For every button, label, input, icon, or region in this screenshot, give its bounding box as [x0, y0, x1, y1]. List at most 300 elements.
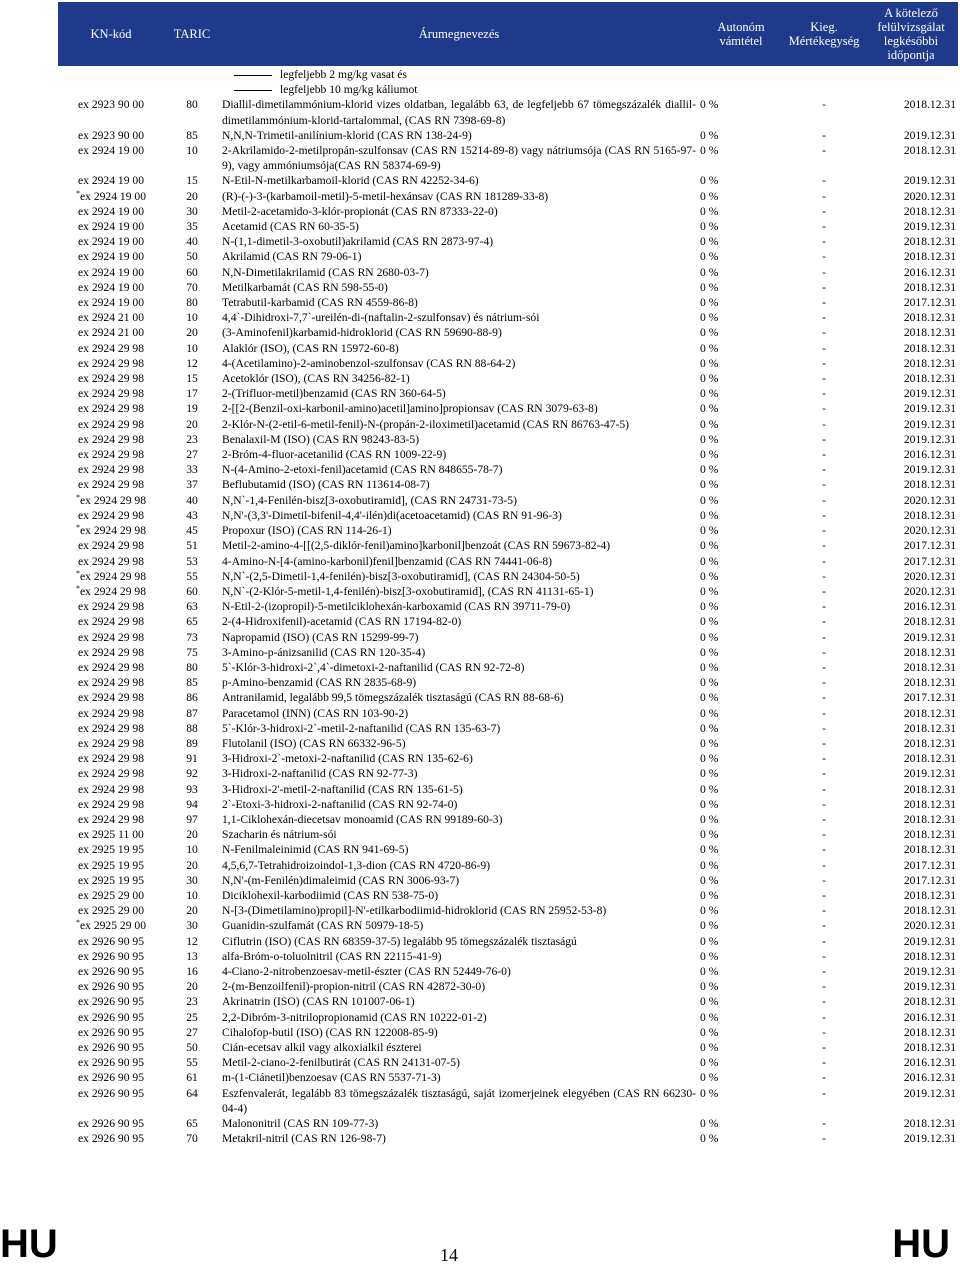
review-date-cell [864, 1086, 958, 1116]
rate-text: 0 % [700, 220, 719, 234]
unit-cell [784, 1040, 864, 1055]
review-date-cell [864, 310, 958, 325]
review-date-text: 2017.12.31 [903, 554, 956, 568]
taric-code-cell [164, 721, 220, 736]
description-text: 2-(m-Benzoilfenil)-propion-nitril (CAS RN 42872-30-0) [222, 980, 486, 994]
taric-code-text: 92 [186, 767, 198, 781]
taric-code-text: 50 [186, 250, 198, 264]
taric-code-cell [164, 903, 220, 918]
rate-cell [698, 386, 784, 401]
review-date-text: 2018.12.31 [903, 645, 956, 659]
kn-code-text: ex 2924 29 98 [77, 508, 144, 522]
rate-text: 0 % [700, 630, 719, 644]
taric-code-cell [164, 1116, 220, 1131]
unit-cell [784, 766, 864, 781]
description-cell [220, 1010, 698, 1025]
review-date-text: 2018.12.31 [903, 995, 956, 1009]
table-row [58, 310, 958, 325]
rate-cell [698, 1025, 784, 1040]
kn-code-cell [58, 538, 164, 553]
review-date-cell [864, 417, 958, 432]
description-cell [220, 508, 698, 523]
description-cell [220, 295, 698, 310]
rate-text: 0 % [700, 1071, 719, 1085]
rate-text: 0 % [700, 189, 719, 203]
taric-code-cell [164, 143, 220, 173]
rate-cell [698, 538, 784, 553]
taric-code-text: 80 [186, 660, 198, 674]
unit-text: - [822, 1056, 826, 1070]
unit-cell [784, 614, 864, 629]
description-cell [220, 827, 698, 842]
description-text: N,N-Dimetilakrilamid (CAS RN 2680-03-7) [222, 265, 429, 279]
description-cell [220, 1086, 698, 1116]
taric-code-cell [164, 599, 220, 614]
review-date-text: 2018.12.31 [903, 782, 956, 796]
description-cell [220, 280, 698, 295]
unit-text: - [822, 691, 826, 705]
kn-code-text: ex 2926 90 95 [77, 1056, 144, 1070]
description-text: Metil-2-amino-4-[[(2,5-diklór-fenil)amino]karbonil]benzoát (CAS RN 59673-82-4) [222, 539, 611, 553]
taric-code-cell [164, 1010, 220, 1025]
table-row [58, 706, 958, 721]
kn-code-text: ex 2924 19 00 [77, 265, 144, 279]
description-cell [220, 523, 698, 538]
taric-code-cell [164, 736, 220, 751]
taric-code-text: 65 [186, 1117, 198, 1131]
description-text: (R)-(-)-3-(karbamoil-metil)-5-metil-hexánsav (CAS RN 181289-33-8) [222, 189, 549, 203]
taric-code-text: 27 [186, 1025, 198, 1039]
description-text: 2-Klór-N-(2-etil-6-metil-fenil)-N-(propán-2-iloximetil)acetamid (CAS RN 86763-47-5) [222, 417, 630, 431]
review-date-cell [864, 614, 958, 629]
taric-code-text: 65 [186, 615, 198, 629]
rate-text: 0 % [700, 524, 719, 538]
rate-text: 0 % [700, 341, 719, 355]
rate-text: 0 % [700, 265, 719, 279]
rate-cell [698, 401, 784, 416]
unit-cell [784, 949, 864, 964]
kn-code-cell [58, 736, 164, 751]
rate-text: 0 % [700, 904, 719, 918]
table-row [58, 508, 958, 523]
taric-code-text: 10 [186, 341, 198, 355]
kn-code-cell [58, 994, 164, 1009]
kn-code-cell [58, 630, 164, 645]
description-text: 5`-Klór-3-hidroxi-2`-metil-2-naftanilid (CAS RN 135-63-7) [222, 721, 501, 735]
unit-cell [784, 523, 864, 538]
header-description: Árumegnevezés [220, 2, 698, 66]
taric-code-text: 94 [186, 797, 198, 811]
review-date-text: 2018.12.31 [903, 235, 956, 249]
header-unit: Kieg. Mértékegység [784, 2, 864, 66]
taric-code-text: 70 [186, 280, 198, 294]
unit-text: - [822, 1025, 826, 1039]
table-row [58, 1070, 958, 1085]
review-date-text: 2018.12.31 [903, 752, 956, 766]
unit-cell [784, 128, 864, 143]
taric-code-text: 40 [186, 235, 198, 249]
review-date-cell [864, 97, 958, 127]
description-cell [220, 1025, 698, 1040]
taric-code-text: 20 [186, 904, 198, 918]
description-cell [220, 538, 698, 553]
revision-star-mark: * [75, 568, 80, 578]
kn-code-cell [58, 858, 164, 873]
rate-cell [698, 1070, 784, 1085]
description-text: Acetoklór (ISO), (CAS RN 34256-82-1) [222, 372, 410, 386]
taric-code-text: 33 [186, 463, 198, 477]
taric-code-text: 85 [186, 676, 198, 690]
taric-code-cell [164, 1131, 220, 1146]
table-row [58, 523, 958, 538]
kn-code-text: ex 2924 29 98 [77, 600, 144, 614]
rate-text: 0 % [700, 584, 719, 598]
rate-text: 0 % [700, 1041, 719, 1054]
unit-cell [784, 417, 864, 432]
table-row [58, 873, 958, 888]
unit-text: - [822, 797, 826, 811]
unit-text: - [822, 432, 826, 446]
preamble-line [222, 67, 696, 82]
description-cell [220, 265, 698, 280]
unit-cell [784, 371, 864, 386]
description-text: Flutolanil (ISO) (CAS RN 66332-96-5) [222, 736, 406, 750]
kn-code-text: ex 2924 29 98 [77, 812, 144, 826]
unit-cell [784, 341, 864, 356]
description-text: N,N'-(3,3'-Dimetil-bifenil-4,4'-ilén)di(acetoacetamid) (CAS RN 91-96-3) [222, 508, 562, 522]
description-cell [220, 417, 698, 432]
kn-code-cell [58, 964, 164, 979]
unit-text: - [822, 508, 826, 522]
table-header-row [58, 2, 958, 66]
review-date-cell [864, 295, 958, 310]
taric-code-cell [164, 645, 220, 660]
review-date-cell [864, 918, 958, 933]
unit-cell [784, 219, 864, 234]
unit-text: - [822, 630, 826, 644]
review-date-cell [864, 736, 958, 751]
table-row [58, 386, 958, 401]
unit-cell [784, 432, 864, 447]
table-row [58, 265, 958, 280]
rate-text: 0 % [700, 888, 719, 902]
review-date-text: 2019.12.31 [903, 220, 956, 234]
table-row [58, 736, 958, 751]
unit-text: - [822, 615, 826, 629]
description-cell [220, 751, 698, 766]
unit-text: - [822, 235, 826, 249]
rate-cell [698, 630, 784, 645]
kn-code-cell [58, 751, 164, 766]
description-text: N,N'-(m-Fenilén)dimaleimid (CAS RN 3006-93-7) [222, 873, 460, 887]
description-text: N,N`-1,4-Fenilén-bisz[3-oxobutiramid], (CAS RN 24731-73-5) [222, 493, 517, 507]
review-date-text: 2017.12.31 [903, 539, 956, 553]
unit-cell [784, 356, 864, 371]
rate-text: 0 % [700, 736, 719, 750]
rate-cell [698, 721, 784, 736]
rate-cell [698, 690, 784, 705]
taric-code-cell [164, 310, 220, 325]
unit-text: - [822, 1071, 826, 1085]
kn-code-cell [58, 249, 164, 264]
description-cell [220, 690, 698, 705]
taric-code-cell [164, 1086, 220, 1116]
table-row [58, 584, 958, 599]
review-date-cell [864, 356, 958, 371]
revision-star-mark: * [75, 492, 80, 502]
unit-text: - [822, 569, 826, 583]
table-row [58, 128, 958, 143]
rate-cell [698, 934, 784, 949]
unit-cell [784, 1055, 864, 1070]
header-rate: Autonóm vámtétel [698, 2, 784, 66]
unit-cell [784, 1070, 864, 1085]
review-date-cell [864, 675, 958, 690]
review-date-text: 2018.12.31 [903, 843, 956, 857]
review-date-text: 2018.12.31 [903, 721, 956, 735]
taric-code-cell [164, 1055, 220, 1070]
kn-code-cell [58, 356, 164, 371]
review-date-text: 2018.12.31 [903, 250, 956, 264]
unit-cell [784, 1116, 864, 1131]
unit-cell [784, 782, 864, 797]
rate-text: 0 % [700, 812, 719, 826]
unit-text: - [822, 204, 826, 218]
description-cell [220, 447, 698, 462]
kn-code-text: ex 2925 11 00 [78, 828, 144, 842]
review-date-cell [864, 447, 958, 462]
rate-cell [698, 751, 784, 766]
rate-cell [698, 766, 784, 781]
rate-text: 0 % [700, 797, 719, 811]
taric-code-cell [164, 766, 220, 781]
taric-code-cell [164, 341, 220, 356]
table-row [58, 477, 958, 492]
taric-code-cell [164, 690, 220, 705]
rate-text: 0 % [700, 1132, 719, 1146]
unit-text: - [822, 676, 826, 690]
description-text: Paracetamol (INN) (CAS RN 103-90-2) [222, 706, 409, 720]
unit-cell [784, 310, 864, 325]
rate-text: 0 % [700, 1056, 719, 1070]
table-row [58, 234, 958, 249]
review-date-text: 2020.12.31 [903, 584, 956, 598]
unit-text: - [822, 250, 826, 264]
kn-code-text: ex 2924 29 98 [77, 432, 144, 446]
description-text: 3-Hidroxi-2'-metil-2-naftanilid (CAS RN 135-61-5) [222, 782, 463, 796]
kn-code-cell [58, 766, 164, 781]
taric-code-text: 19 [186, 402, 198, 416]
table-row [58, 1055, 958, 1070]
review-date-text: 2019.12.31 [903, 432, 956, 446]
rate-text: 0 % [700, 752, 719, 766]
table-row [58, 903, 958, 918]
description-text: N-(1,1-dimetil-3-oxobutil)akrilamid (CAS RN 2873-97-4) [222, 235, 494, 249]
unit-text: - [822, 904, 826, 918]
table-row [58, 280, 958, 295]
rate-text: 0 % [700, 828, 719, 842]
review-date-cell [864, 690, 958, 705]
rate-text: 0 % [700, 615, 719, 629]
review-date-cell [864, 766, 958, 781]
description-cell [220, 128, 698, 143]
rate-cell [698, 341, 784, 356]
taric-code-text: 63 [186, 600, 198, 614]
description-cell [220, 386, 698, 401]
taric-code-cell [164, 97, 220, 127]
table-row [58, 325, 958, 340]
table-row [58, 1131, 958, 1146]
unit-cell [784, 660, 864, 675]
rate-cell [698, 219, 784, 234]
description-text: N-(4-Amino-2-etoxi-fenil)acetamid (CAS RN 848655-78-7) [222, 463, 503, 477]
table-row [58, 447, 958, 462]
description-cell [220, 584, 698, 599]
unit-cell [784, 1010, 864, 1025]
review-date-text: 2019.12.31 [903, 980, 956, 994]
taric-code-text: 64 [186, 1086, 198, 1100]
description-cell [220, 493, 698, 508]
review-date-text: 2020.12.31 [903, 189, 956, 203]
review-date-text: 2018.12.31 [903, 372, 956, 386]
taric-code-cell [164, 265, 220, 280]
kn-code-cell [58, 295, 164, 310]
unit-cell [784, 827, 864, 842]
description-cell [220, 462, 698, 477]
review-date-text: 2018.12.31 [903, 736, 956, 750]
rate-text: 0 % [700, 645, 719, 659]
description-text: 4-Amino-N-[4-(amino-karbonil)fenil]benzamid (CAS RN 74441-06-8) [222, 554, 553, 568]
description-cell [220, 812, 698, 827]
review-date-text: 2020.12.31 [903, 919, 956, 933]
unit-text: - [822, 1041, 826, 1054]
kn-code-cell [58, 386, 164, 401]
rate-text: 0 % [700, 980, 719, 994]
description-text: N,N`-(2,5-Dimetil-1,4-fenilén)-bisz[3-oxobutiramid], (CAS RN 24304-50-5) [222, 569, 580, 583]
rate-text: 0 % [700, 767, 719, 781]
unit-text: - [822, 174, 826, 188]
unit-cell [784, 888, 864, 903]
taric-code-cell [164, 356, 220, 371]
taric-code-text: 73 [186, 630, 198, 644]
kn-code-text: ex 2924 29 98 [77, 463, 144, 477]
taric-code-cell [164, 858, 220, 873]
unit-text: - [822, 220, 826, 234]
unit-text: - [822, 341, 826, 355]
review-date-text: 2019.12.31 [903, 964, 956, 978]
description-text: Metil-2-acetamido-3-klór-propionát (CAS RN 87333-22-0) [222, 204, 498, 218]
kn-code-cell [58, 417, 164, 432]
kn-code-text: ex 2924 29 98 [77, 721, 144, 735]
review-date-cell [864, 903, 958, 918]
description-text: Metakril-nitril (CAS RN 126-98-7) [222, 1132, 386, 1146]
unit-text: - [822, 706, 826, 720]
unit-text: - [822, 189, 826, 203]
table-row [58, 721, 958, 736]
kn-code-cell [58, 447, 164, 462]
rate-cell [698, 903, 784, 918]
review-date-cell [864, 1055, 958, 1070]
kn-code-cell [58, 675, 164, 690]
review-date-cell [864, 173, 958, 188]
review-date-text: 2018.12.31 [903, 706, 956, 720]
taric-code-text: 40 [186, 493, 198, 507]
rate-cell [698, 462, 784, 477]
preamble-text: legfeljebb 2 mg/kg vasat és [280, 68, 407, 81]
description-text: 2-Akrilamido-2-metilpropán-szulfonsav (CAS RN 15214-89-8) vagy nátriumsója (CAS RN 5165-97-9), vagy ammóniumsója(CAS RN 58374-69-9) [222, 144, 696, 173]
review-date-text: 2017.12.31 [903, 873, 956, 887]
kn-code-text: ex 2924 29 98 [77, 615, 144, 629]
rate-cell [698, 249, 784, 264]
unit-cell [784, 234, 864, 249]
taric-code-text: 15 [186, 174, 198, 188]
taric-code-cell [164, 523, 220, 538]
kn-code-text: ex 2924 19 00 [77, 204, 144, 218]
unit-cell [784, 964, 864, 979]
taric-code-text: 10 [186, 888, 198, 902]
kn-code-text: ex 2923 90 00 [77, 98, 144, 112]
taric-code-cell [164, 371, 220, 386]
table-row [58, 1116, 958, 1131]
taric-code-cell [164, 386, 220, 401]
rate-text: 0 % [700, 493, 719, 507]
review-date-cell [864, 249, 958, 264]
description-text: p-Amino-benzamid (CAS RN 2835-68-9) [222, 676, 417, 690]
description-text: Tetrabutil-karbamid (CAS RN 4559-86-8) [222, 296, 418, 310]
review-date-cell [864, 599, 958, 614]
description-text: 3-Hidroxi-2`-metoxi-2-naftanilid (CAS RN 135-62-6) [222, 752, 473, 766]
description-text: Alaklór (ISO), (CAS RN 15972-60-8) [222, 341, 399, 355]
rate-cell [698, 356, 784, 371]
taric-code-text: 13 [186, 949, 198, 963]
taric-code-cell [164, 189, 220, 204]
taric-code-cell [164, 827, 220, 842]
review-date-cell [864, 1025, 958, 1040]
description-cell [220, 614, 698, 629]
review-date-cell [864, 873, 958, 888]
rate-text: 0 % [700, 280, 719, 294]
review-date-cell [864, 508, 958, 523]
kn-code-cell [58, 903, 164, 918]
description-cell [220, 858, 698, 873]
kn-code-text: ex 2926 90 95 [77, 964, 144, 978]
review-date-cell [864, 477, 958, 492]
table-row [58, 645, 958, 660]
taric-code-cell [164, 432, 220, 447]
description-cell [220, 660, 698, 675]
revision-star-mark: * [75, 188, 80, 198]
description-text: Akrilamid (CAS RN 79-06-1) [222, 250, 362, 264]
rate-cell [698, 1055, 784, 1070]
kn-code-cell [58, 949, 164, 964]
unit-text: - [822, 524, 826, 538]
taric-code-cell [164, 569, 220, 584]
footer-country-code-right: HU [892, 1222, 950, 1266]
table-row [58, 812, 958, 827]
review-date-text: 2016.12.31 [903, 265, 956, 279]
taric-code-cell [164, 204, 220, 219]
unit-cell [784, 280, 864, 295]
description-text: Eszfenvalerát, legalább 83 tömegszázalék tisztaságú, saját izomerjeinek elegyében (CAS RN 66230-04-4) [222, 1086, 696, 1115]
review-date-cell [864, 858, 958, 873]
kn-code-text: ex 2926 90 95 [77, 1117, 144, 1131]
rate-text: 0 % [700, 539, 719, 553]
kn-code-cell [58, 827, 164, 842]
unit-text: - [822, 448, 826, 462]
rate-cell [698, 842, 784, 857]
unit-text: - [822, 858, 826, 872]
rate-cell [698, 280, 784, 295]
